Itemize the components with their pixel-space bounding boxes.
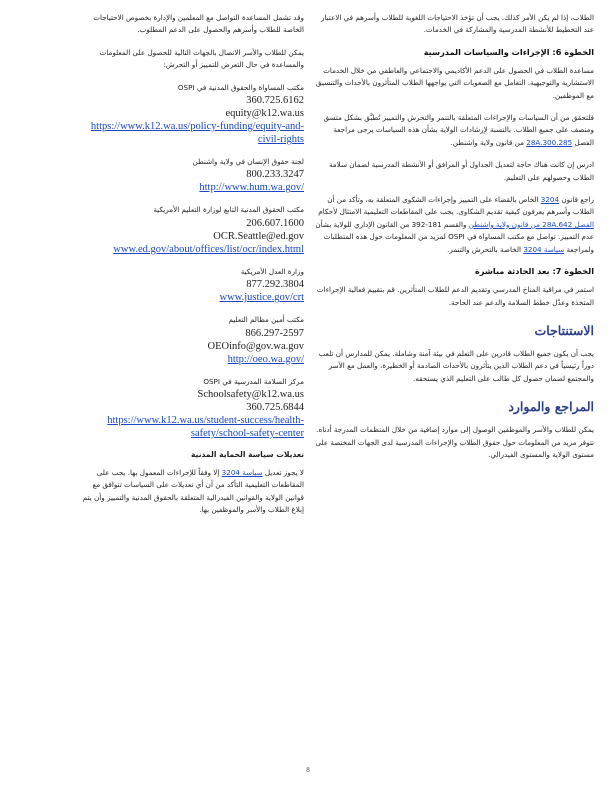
section-6-p4-tail: الخاصة بالتحرش والتنمر.	[447, 244, 522, 254]
contact-url[interactable]: www.justice.gov/crt	[219, 292, 304, 304]
contact-ocr	[82, 204, 304, 255]
section-6-paragraph-4	[312, 194, 594, 256]
section-6-heading: الخطوة 6: الإجراءات والسياسات المدرسية	[423, 46, 594, 57]
contact-email[interactable]: OEOinfo@gov.wa.gov	[207, 340, 304, 352]
contact-url[interactable]: http://oeo.wa.gov/	[227, 353, 304, 365]
contact-url[interactable]: http://www.hum.wa.gov/	[199, 182, 304, 194]
page-number: 8	[306, 766, 310, 774]
resources-heading: المراجع والموارد	[508, 399, 594, 415]
contact-label: وزارة العدل الأمريكية	[240, 266, 304, 276]
rcw-link[interactable]: 28A.300.285	[526, 137, 573, 147]
closing-end: إلا وفقاً للإجراءات المعمول بها. يجب على المقاطعات التعليمية التأكد من أن أي تعديلات على السياسات تتوافق مع قوانين الولاية والقوانين الفيدرالية المتعلقة بالحقوق المدنية والتمييز وأن يتم إبلاغ الطلاب والأسر والموظفين بها.	[82, 468, 304, 515]
section-7-paragraph: استمر في مراقبة المناخ المدرسي وتقديم الدعم للطلاب المتأثرين. قم بتقييم فعالية الإجراءات المتخذة وعدّل خطط السلامة والدعم عند الحاجة.	[316, 285, 594, 307]
left-intro-paragraph: وقد تشمل المساعدة التواصل مع المعلمين والإدارة بخصوص الاحتياجات الخاصة للطلاب وأسرهم والحصول على الدعم المطلوب.	[93, 13, 304, 35]
conclusion-paragraph: يجب أن يكون جميع الطلاب قادرين على التعلم في بيئة آمنة وشاملة. يمكن للمدارس أن تلعب دوراً رئيسياً في دعم الطلاب الذين يتأثرون بالأحداث الصادمة أو الخطيرة، والعمل مع الأسر والمجتمع لضمان حصول كل طالب على التعليم الذي يستحقه.	[318, 348, 594, 383]
contact-label: لجنة حقوق الإنسان في ولاية واشنطن	[192, 157, 304, 167]
section-6-paragraph-2	[312, 112, 594, 149]
contact-label: مكتب أمين مظالم التعليم	[228, 315, 304, 325]
contact-label: مركز السلامة المدرسية في OSPI	[203, 376, 304, 386]
intro-paragraph: الطلاب، إذا لم يكن الأمر كذلك. يجب أن تؤخذ الاحتياجات اللغوية للطلاب وأسرهم في الاعتبار عند التخطيط للأنشطة المدرسية والمشاركة في الخدمات.	[320, 13, 594, 35]
contact-label: مكتب الحقوق المدنية التابع لوزارة التعليم الأمريكية	[153, 205, 304, 215]
contact-label: مكتب المساواة والحقوق المدنية في OSPI	[177, 82, 304, 92]
left-intro-paragraph-2: يمكن للطلاب والأسر الاتصال بالجهات التالية للحصول على المعلومات والمساعدة في حال التعرض للتمييز أو التحرش:	[99, 47, 304, 70]
section-6-paragraph-3: ادرس إن كانت هناك حاجة لتعديل الجداول أو المرافق أو الأنشطة المدرسية لضمان سلامة الطلاب وحصولهم على التعليم.	[328, 160, 594, 182]
policy-amendments-heading: تعديلات سياسة الحماية المدنية	[190, 450, 304, 460]
section-6-p2-text: فلتحقق من أن السياسات والإجراءات المتعلقة بالتنمر والتحرش والتمييز تُطبَّق بشكل متسق ومنصف على جميع الطلاب. بالنسبة لإرشادات الولاية بشأن هذه السياسات يرجى مراجعة الفصل	[323, 113, 594, 147]
contact-human-rights	[82, 156, 304, 194]
closing-start: لا يجوز تعديل	[264, 468, 304, 478]
contact-phone: 206.607.1600	[246, 217, 304, 229]
contact-email[interactable]: OCR.Seattle@ed.gov	[213, 230, 304, 242]
resources-paragraph: يمكن للطلاب والأسر والموظفين الوصول إلى موارد إضافية من خلال المنظمات المدرجة أدناه. تتوفر مزيد من المعلومات حول حقوق الطلاب والإجراءات المدرسية لدى الجهات المختصة على مستوى الولاية والمستوى الفيدرالي.	[315, 425, 594, 459]
contact-url[interactable]: www.ed.gov/about/offices/list/ocr/index.html	[113, 243, 304, 255]
contact-oeo	[82, 314, 304, 365]
policy-3204-link[interactable]: 3204	[540, 195, 560, 205]
right-column	[312, 12, 594, 471]
section-6-paragraph-1: مساعدة الطلاب في الحصول على الدعم الأكاديمي والاجتماعي والعاطفي من خلال الخدمات الاستشارية والتوجيهية. التعامل مع الصعوبات التي يواجهها الطلاب المتأثرون بالأحداث والتنسيق مع الموظفين.	[315, 65, 594, 100]
section-6-p4-mid: الخاص بالقضاء على التمييز وإجراءات الشكوى المتعلقة به، وتأكد من أن الطلاب وأسرهم يعرفون كيفية تقديم الشكاوى. يجب على المقاطعات التعليمية الامتثال لأحكام	[318, 195, 594, 217]
contact-phone: 877.292.3804	[246, 279, 304, 291]
closing-paragraph	[82, 467, 304, 517]
contact-school-safety	[82, 376, 304, 440]
contact-email[interactable]: Schoolsafety@k12.wa.us	[197, 389, 304, 401]
contact-doj	[82, 266, 304, 304]
left-column	[82, 12, 304, 527]
rcw-642-link[interactable]: الفصل 28A.642 من قانون ولاية واشنطن	[468, 219, 594, 229]
section-6-p4-start: راجع قانون	[561, 195, 594, 205]
contact-url[interactable]: https://www.k12.wa.us/student-success/health-safety/school-safety-center	[107, 415, 304, 440]
contact-phone: 360.725.6844	[246, 402, 304, 414]
section-6-p2-end: من قانون ولاية واشنطن.	[450, 137, 524, 147]
contact-phone: 866.297-2597	[245, 327, 304, 339]
contact-url[interactable]: https://www.k12.wa.us/policy-funding/equity-and-civil-rights	[90, 121, 304, 146]
section-6-p4-end: والقسم 181-392 من القانون الإداري للولاية بشأن عدم التمييز. تواصل مع مكتب المساواة في OSPI لمزيد من المعلومات حول هذه المتطلبات ولمراجعة	[315, 219, 594, 254]
contact-email[interactable]: equity@k12.wa.us	[225, 108, 304, 120]
section-7-heading: الخطوة 7: بعد الحادثة مباشرة	[474, 266, 594, 277]
contact-ospi-equity	[82, 82, 304, 146]
conclusion-heading: الاستنتاجات	[534, 322, 594, 338]
closing-policy-link[interactable]: سياسة 3204	[221, 468, 263, 478]
contact-phone: 800.233.3247	[246, 169, 304, 181]
contact-phone: 360.725.6162	[246, 95, 304, 107]
policy-3204-link-2[interactable]: سياسة 3204	[523, 244, 565, 254]
